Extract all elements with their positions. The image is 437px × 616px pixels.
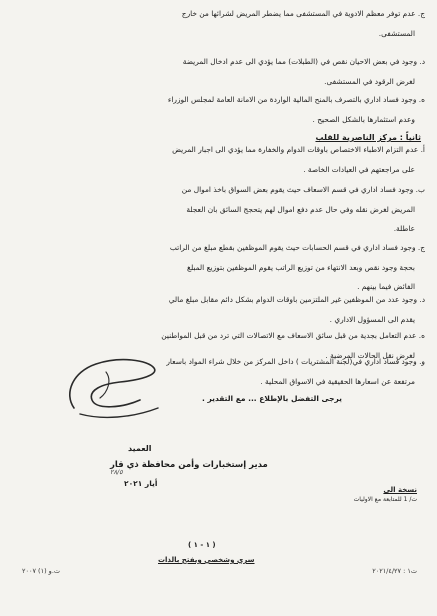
item-line: يقدم الى المسؤول الاداري . [329, 314, 415, 324]
copy-to-title: نسخة الى [383, 486, 417, 494]
item-line: لغرض الرقود في المستشفى. [324, 76, 415, 86]
item-b [18, 180, 425, 239]
copy-to-item: ت/ 1 للمتابعة مع الاوليات [353, 496, 417, 503]
item-line: وعدم استثمارها بالشكل الصحيح . [312, 114, 415, 124]
item-d [18, 52, 425, 91]
item-d2 [18, 290, 425, 329]
section-heading: ثانياً : مركز الناصرية للقلب [315, 133, 421, 142]
item-line: و. وجود فساد اداري في(لجنة المشتريات ) داخل المركز من خلال شراء المواد باسعار [166, 357, 425, 366]
item-line: د. وجود عدد من الموظفين غير الملتزمين باوقات الدوام بشكل دائم مقابل مبلغ مالي [168, 295, 425, 304]
signature-image [62, 350, 167, 430]
item-line: المستشفى. [378, 28, 415, 38]
item-line: د. وجود في بعض الاحيان نقص في (الطبلات) مما يؤدي الى عدم ادخال المريضة [182, 57, 425, 66]
item-line: ج. وجود فساد اداري في قسم الحسابات حيث يقوم الموظفين بقطع مبلغ من الراتب [169, 243, 425, 252]
confidentiality-label: سري وشخصي ويفتح بالذات [158, 556, 255, 564]
closing-line: يرجى التفضل بالإطلاع ... مع التقدير . [202, 394, 342, 403]
signature-title: مدير إستخبارات وأمن محافظة ذي قار [110, 460, 268, 470]
item-c2 [18, 238, 425, 297]
item-line: أ. عدم التزام الاطباء الاختصاص باوقات الدوام والخفارة مما يؤدي الى اجبار المريض [172, 145, 425, 154]
item-line: ه. عدم التعامل بجدية من قبل سائق الاسعاف مع الاتصالات التي ترد من قبل المواطنين [161, 331, 425, 340]
item-line: الفائض فيما بينهم . [357, 282, 415, 291]
item-line: عاطلة. [393, 224, 415, 233]
item-line: ج. عدم توفر معظم الادوية في المستشفى مما يضطر المريض لشرائها من خارج [181, 9, 425, 18]
item-line: على مراجعتهم في العيادات الخاصة . [303, 164, 415, 174]
item-line: ه. وجود فساد اداري بالتصرف بالمنح المالية الواردة من الامانة العامة لمجلس الوزراء [167, 95, 425, 104]
item-c [18, 4, 425, 43]
signature-rank: العميد [128, 444, 152, 453]
item-line: ب. وجود فساد اداري في قسم الاسعاف حيث يقوم بعض السواق باخذ اموال من [181, 185, 425, 194]
item-line: مرتفعة عن اسعارها الحقيقية في الاسواق المحلية . [260, 376, 415, 386]
item-line: بحجة وجود نقص وبعد الانتهاء من توزيع الراتب يقوم الموظفين بتوزيع المبلغ [187, 262, 415, 272]
item-e [18, 90, 425, 129]
footer-form-code: ت.و (١) ٢٠٠٧ [22, 567, 61, 575]
page-number: ( ١ - ١ ) [188, 541, 216, 549]
handwritten-date: ٢٨/٥ [110, 468, 123, 476]
footer-doc-date: ت١ : ٢٠٢١/٤/٢٧ [372, 567, 417, 575]
item-line: لغرض نقل الحالات المرضية . [325, 350, 415, 360]
signature-date: أيار ٢٠٢١ [124, 479, 158, 488]
item-a [18, 140, 425, 179]
item-line: المريض لغرض نقله وفي حال عدم دفع اموال لهم يتحجج السائق بان العجلة [186, 204, 415, 214]
